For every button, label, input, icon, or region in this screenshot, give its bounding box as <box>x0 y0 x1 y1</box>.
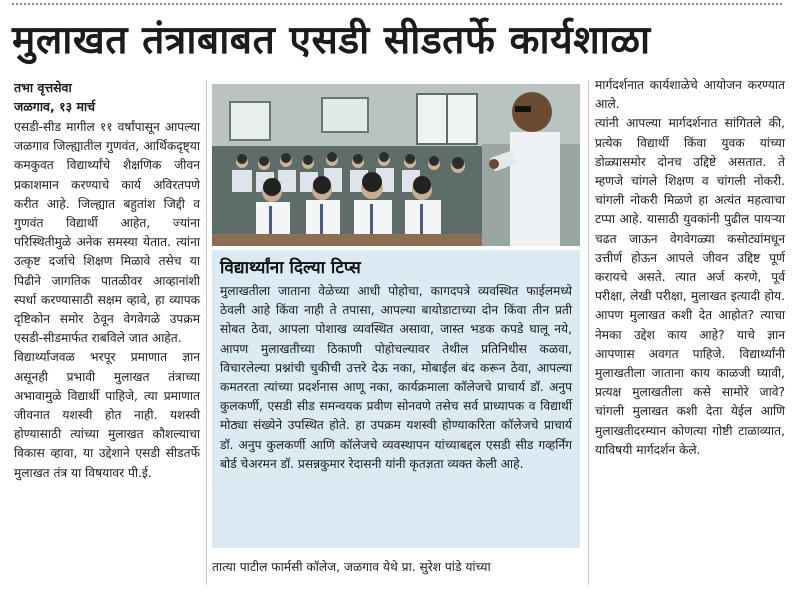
tips-title: विद्यार्थ्यांना दिल्या टिप्स <box>220 258 361 278</box>
column-1-body <box>14 118 200 483</box>
byline: तभा वृत्तसेवा <box>14 80 72 95</box>
tips-box <box>212 250 580 548</box>
column-divider <box>588 80 589 585</box>
column-2-tail: तात्या पाटील फार्मसी कॉलेज, जळगाव येथे प्रा. सुरेश पांडे यांच्या <box>212 560 491 574</box>
paragraph: मार्गदर्शनात कार्यशाळेचे आयोजन करण्यात आले. <box>595 78 785 112</box>
classroom-photo <box>212 84 580 246</box>
paragraph: विद्यार्थ्यांजवळ भरपूर प्रमाणात ज्ञान असूनही प्रभावी मुलाखत तंत्राच्या अभावामुळे विद्यार्थी पाहिजे, त्या प्रमाणात जीवनात यशस्वी होत नाही. यशस्वी होण्यासाठी त्यांच्या मुलाखत कौशल्याचा विकास व्हावा, या उद्देशाने एसडी सीडतर्फे मुलाखत तंत्र या विषयावर पी.ई. <box>14 350 200 480</box>
column-3 <box>595 76 785 460</box>
paragraph: त्यांनी आपल्या मार्गदर्शनात सांगितले की, प्रत्येक विद्यार्थी किंवा युवक यांच्या डोळ्यासमोर दोनच उद्दिष्टे असतात. ते म्हणजे चांगले शिक्षण व चांगली नोकरी. चांगली नोकरी मिळणे हा अत्यंत महत्वाचा टप्पा आहे. यासाठी युवकांनी पुढील पायऱ्या चढत जाऊन वेगवेगळ्या कसोट्यांमधून उत्तीर्ण होऊन आपले जीवन उद्दिष्ट पूर्ण करायचे असते. त्यात अर्ज करणे, पूर्व परीक्षा, लेखी परीक्षा, मुलाखत इत्यादी होय. आपण मुलाखत कशी देत आहोत? त्याचा नेमका उद्देश काय आहे? याचे ज्ञान आपणास अवगत पाहिजे. विद्यार्थ्यांनी मुलाखतीला जाताना काय काळजी घ्यावी, प्रत्यक्ष मुलाखतीला कसे सामोरे जावे? चांगली मुलाखत कशी देता येईल आणि मुलाखतीदरम्यान कोणत्या गोष्टी टाळाव्यात, याविषयी मार्गदर्शन केले. <box>595 116 785 457</box>
column-divider <box>206 80 207 585</box>
tips-body: मुलाखतीला जाताना वेळेच्या आधी पोहोचा, कागदपत्रे व्यवस्थित फाईलमध्ये ठेवली आहे किंवा नाही ते तपासा, आपल्या बायोडाटाच्या दोन किंवा तीन प्रती सोबत ठेवा, आपला पोशाख व्यवस्थित असावा, जास्त भडक कपडे घालू नये, आपण मुलाखतीच्या ठिकाणी पोहोचल्यावर तेथील प्रतिनिधीस कळवा, विचारलेल्या प्रश्नांची चुकीची उत्तरे देऊ नका, मोबाईल बंद करून ठेवा, आपल्या कमतरता त्यांच्या प्रदर्शनास आणू नका, कार्यक्रमाला कॉलेजचे प्राचार्य डॉ. अनुप कुलकर्णी, एसडी सीड समन्वयक प्रवीण सोनवणे तसेच सर्व प्राध्यापक व विद्यार्थी मोठ्या संख्येने उपस्थित होते. हा उपक्रम यशस्वी होण्याकरिता कॉलेजचे प्राचार्य डॉ. अनुप कुलकर्णी आणि कॉलेजचे व्यवस्थापन यांच्याबद्दल एसडी सीड गव्हर्निंग बोर्ड चेअरमन डॉ. प्रसन्नकुमार रेदासनी यांनी कृतज्ञता व्यक्त केली आहे. <box>220 284 572 471</box>
top-dotted-rule <box>12 3 782 5</box>
headline: मुलाखत तंत्राबाबत एसडी सीडतर्फे कार्यशाळा <box>12 18 651 63</box>
paragraph: एसडी-सीड मागील ११ वर्षांपासून आपल्या जळगाव जिल्ह्यातील गुणवंत, आर्थिकदृष्ट्या कमकुवत विद्यार्थ्यांचे शैक्षणिक जीवन प्रकाशमान करण्याचे कार्य अविरतपणे करीत आहे. जिल्ह्यात बहुतांश जिद्दी व गुणवंत विद्यार्थी आहेत, ज्यांना परिस्थितीमुळे अनेक समस्या येतात. त्यांना उत्कृष्ट दर्जाचे शिक्षण मिळावे तसेच या पिढीने जागतिक पातळीवर आव्हानांशी स्पर्धा करण्यासाठी सक्षम व्हावे, हा व्यापक दृष्टिकोन समोर ठेवून वेगवेगळे उपक्रम एसडी-सीडमार्फत राबविले जात आहेत. <box>14 120 200 346</box>
column-1 <box>14 78 200 483</box>
dateline: जळगाव, १३ मार्च <box>14 99 96 114</box>
